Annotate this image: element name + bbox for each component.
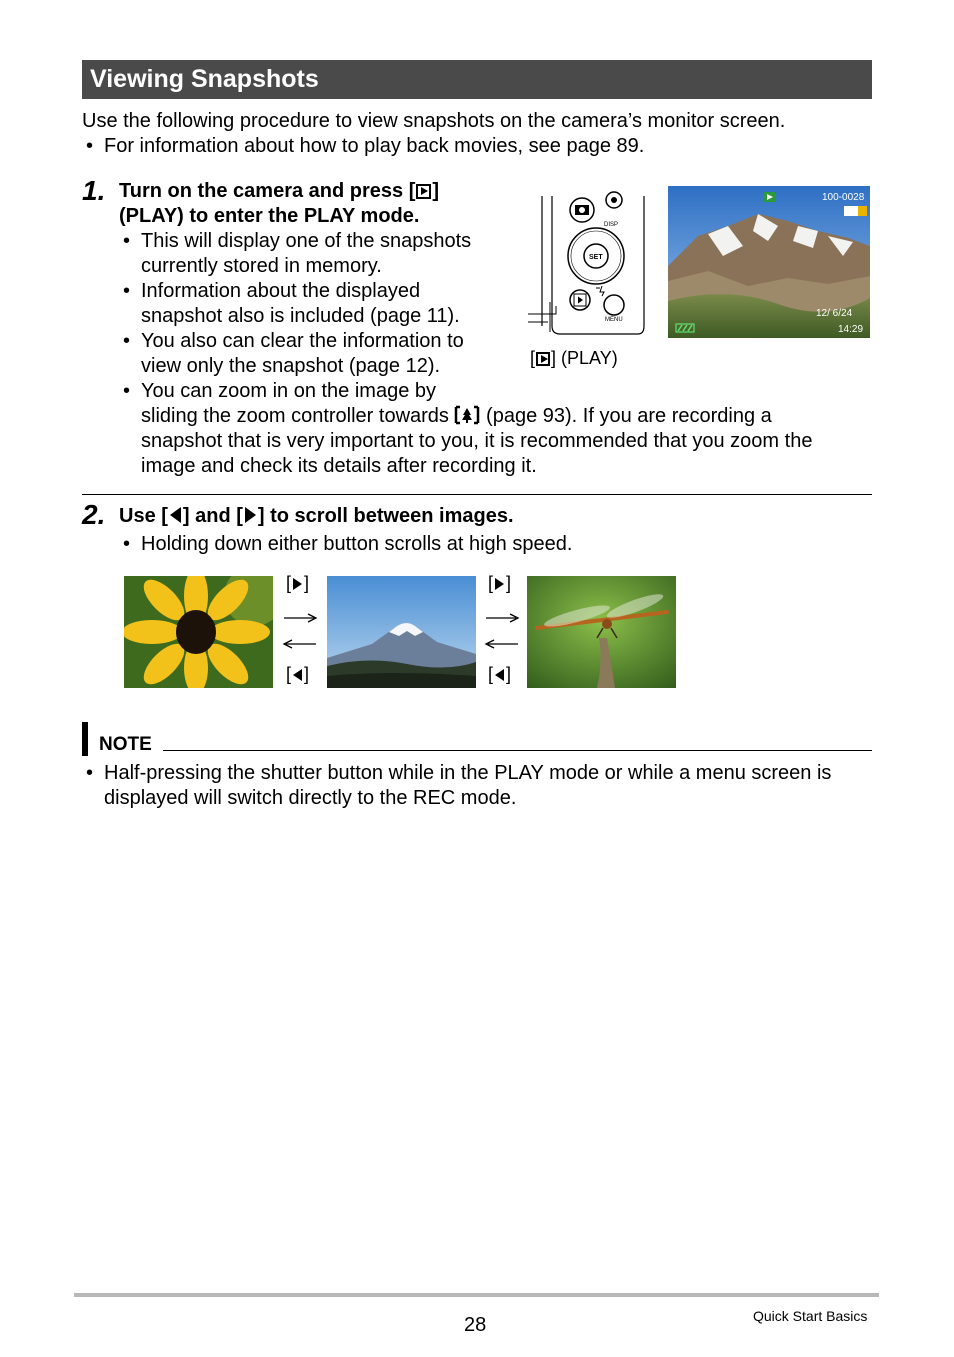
arrow-left-icon [284,640,316,648]
bracket: ] [506,664,512,684]
bracket: [ [286,573,292,593]
note-rule [163,750,872,751]
play-box-icon [536,352,550,366]
bracket: ] [304,573,310,593]
bracket: [ [488,573,494,593]
bullet-text: You also can clear the information to [141,330,464,352]
next-label-1 [286,573,309,593]
set-label: SET [589,254,603,261]
bullet-dot: • [86,135,94,157]
right-triangle-icon [495,578,504,590]
scroll-arrows-1 [282,610,318,652]
menu-label: MENU [605,317,623,323]
play-box-icon [416,184,431,199]
caption-text: ] (PLAY) [551,348,618,368]
bullet-text: image and check its details after recording it. [141,455,537,477]
intro-bullet-text: For information about how to play back movies, see page 89. [104,135,645,157]
bullet-text: Information about the displayed [141,280,421,302]
page-number: 28 [464,1314,487,1336]
photo-flower [124,576,273,688]
arrow-right-icon [486,614,518,622]
note-marker [82,722,88,756]
step-2-title-c: ] to scroll between images. [257,505,514,527]
lcd-folder-number: 100-0028 [822,192,865,203]
step-1-bullet-4 [123,379,813,479]
bullet-text: currently stored in memory. [141,255,382,277]
bracket: [ [286,664,292,684]
bracket: ] [304,664,310,684]
note-text: Half-pressing the shutter button while in the PLAY mode or while a menu screen is [104,762,832,784]
step-2-title-a: Use [ [119,505,168,527]
step-2-title [119,504,514,529]
photo-dragonfly [527,576,676,688]
disp-label: DISP [604,222,619,228]
bracket: [ [488,664,494,684]
intro-bullet [86,134,645,159]
bullet-dot: • [123,330,131,352]
step-1-number: 1. [82,175,106,206]
right-triangle-icon [245,507,256,523]
right-triangle-icon [293,578,302,590]
left-triangle-icon [495,669,504,681]
step-divider [82,494,872,495]
note-title: NOTE [99,734,152,755]
bullet-dot: • [123,380,131,402]
arrow-left-icon [486,640,518,648]
step-2-number: 2. [82,499,106,530]
step-1-title-a: Turn on the camera and press [ [119,180,416,202]
step-1-title-line2: (PLAY) to enter the PLAY mode. [119,205,420,227]
bullet-dot: • [123,280,131,302]
prev-label-2 [488,664,511,684]
lcd-time: 14:29 [838,324,864,335]
step-1-title-b: ] [432,180,440,202]
step-1-title [119,179,439,204]
menu-button [604,295,624,315]
bullet-text: This will display one of the snapshots [141,230,472,252]
play-caption [530,347,618,369]
footer-rule [74,1293,879,1297]
arrow-right-icon [284,614,316,622]
bullet-dot: • [86,762,94,784]
bullet-text: You can zoom in on the image by [141,380,437,402]
lcd-screen-image [668,186,870,338]
step-2-title-b: ] and [ [182,505,243,527]
bullet-text: sliding the zoom controller towards [141,405,455,427]
section-title: Viewing Snapshots [82,60,872,99]
photo-mountain [327,576,476,688]
zoom-tele-icon [454,405,480,425]
bullet-text: snapshot also is included (page 11). [141,305,460,327]
bracket: ] [506,573,512,593]
prev-label-1 [286,664,309,684]
note-text: displayed will switch directly to the REC mode. [104,787,517,809]
footer-section: Quick Start Basics [753,1308,868,1324]
bullet-dot: • [123,533,131,555]
lcd-date: 12/ 6/24 [816,308,853,319]
bullet-text: Holding down either button scrolls at high speed. [141,533,573,555]
step-1-bullet-1 [123,229,472,279]
bullet-text: (page 93). If you are recording a [480,405,772,427]
step-2-bullet [123,532,573,557]
step-1-bullet-2 [123,279,460,329]
intro-text: Use the following procedure to view snapshots on the camera’s monitor screen. [82,110,786,132]
camera-back-illustration [526,186,656,342]
left-triangle-icon [170,507,181,523]
caption-text: [ [530,348,536,368]
bullet-text: snapshot that is very important to you, it is recommended that you zoom the [141,430,813,452]
scroll-arrows-2 [484,610,520,652]
next-label-2 [488,573,511,593]
bullet-dot: • [123,230,131,252]
note-bullet [86,761,832,811]
step-1-bullet-3 [123,329,464,379]
bullet-text: view only the snapshot (page 12). [141,355,441,377]
left-triangle-icon [293,669,302,681]
